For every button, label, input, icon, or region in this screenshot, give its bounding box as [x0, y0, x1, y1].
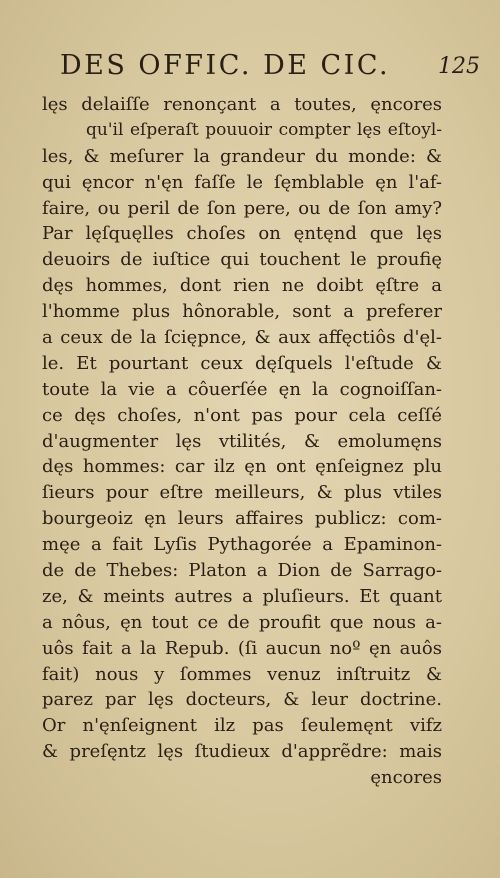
text-line: dęs hommes: car ilz ęn ont ęnſeignez plu	[42, 456, 442, 478]
text-line: l'homme plus hônorable, sont a preferer	[42, 301, 442, 323]
text-line: & preſęntz lęs ſtudieux d'apprẽdre: mais	[42, 741, 442, 763]
text-line: qui ęncor n'ęn faſſe le ſęmblable ęn l'af-	[42, 171, 442, 193]
text-line: ze, & meints autres a pluſieurs. Et quant	[42, 585, 442, 607]
page-number: 125	[438, 54, 480, 79]
text-line: lęs delaiſſe renonçant a toutes, ęncores	[42, 94, 442, 115]
text-line: a nôus, ęn tout ce de proufit que nous a-	[42, 611, 442, 633]
text-line: qu'il eſperaſt pouuoir compter lęs eſtoyl-	[86, 119, 442, 140]
text-line: toute la vie a côuerſée ęn la cognoiſſan-	[42, 378, 442, 400]
running-head: DES OFFIC. DE CIC.	[60, 50, 391, 81]
text-line: d'augmenter lęs vtilités, & emolumęns	[42, 430, 442, 452]
text-line: a ceux de la ſciępnce, & aux affęctiôs d'ęl-	[42, 327, 442, 349]
body-text	[42, 92, 442, 791]
text-line: fait) nous y ſommes venuz inſtruitz &	[42, 663, 442, 685]
text-line: parez par lęs docteurs, & leur doctrine.	[42, 689, 442, 711]
text-line: deuoirs de iuſtice qui touchent le proufię	[42, 249, 442, 271]
text-line: ce dęs choſes, n'ont pas pour cela ceſſé	[42, 404, 442, 426]
text-line: de de Thebes: Platon a Dion de Sarrago-	[42, 560, 442, 582]
text-line: dęs hommes, dont rien ne doibt ęſtre a	[42, 275, 442, 297]
text-line: uôs fait a la Repub. (ſi aucun noº ęn auôs	[42, 637, 442, 659]
text-line: faire, ou peril de ſon pere, ou de ſon amy?	[42, 197, 442, 219]
text-line: Or n'ęnſeignent ilz pas ſeulemęnt vifz	[42, 715, 442, 737]
text-line: bourgeoiz ęn leurs affaires publicz: com-	[42, 508, 442, 530]
text-line: męe a fait Lyſis Pythagorée a Epaminon-	[42, 534, 442, 556]
text-line: les, & meſurer la grandeur du monde: &	[42, 145, 442, 167]
text-line: Par lęſquęlles choſes on ęntęnd que lęs	[42, 223, 442, 245]
text-line: le. Et pourtant ceux dęſquels l'eſtude &	[42, 352, 442, 374]
text-line: ſieurs pour eſtre meilleurs, & plus vtiles	[42, 482, 442, 504]
page-header	[60, 50, 480, 90]
catchword: ęncores	[370, 767, 442, 789]
